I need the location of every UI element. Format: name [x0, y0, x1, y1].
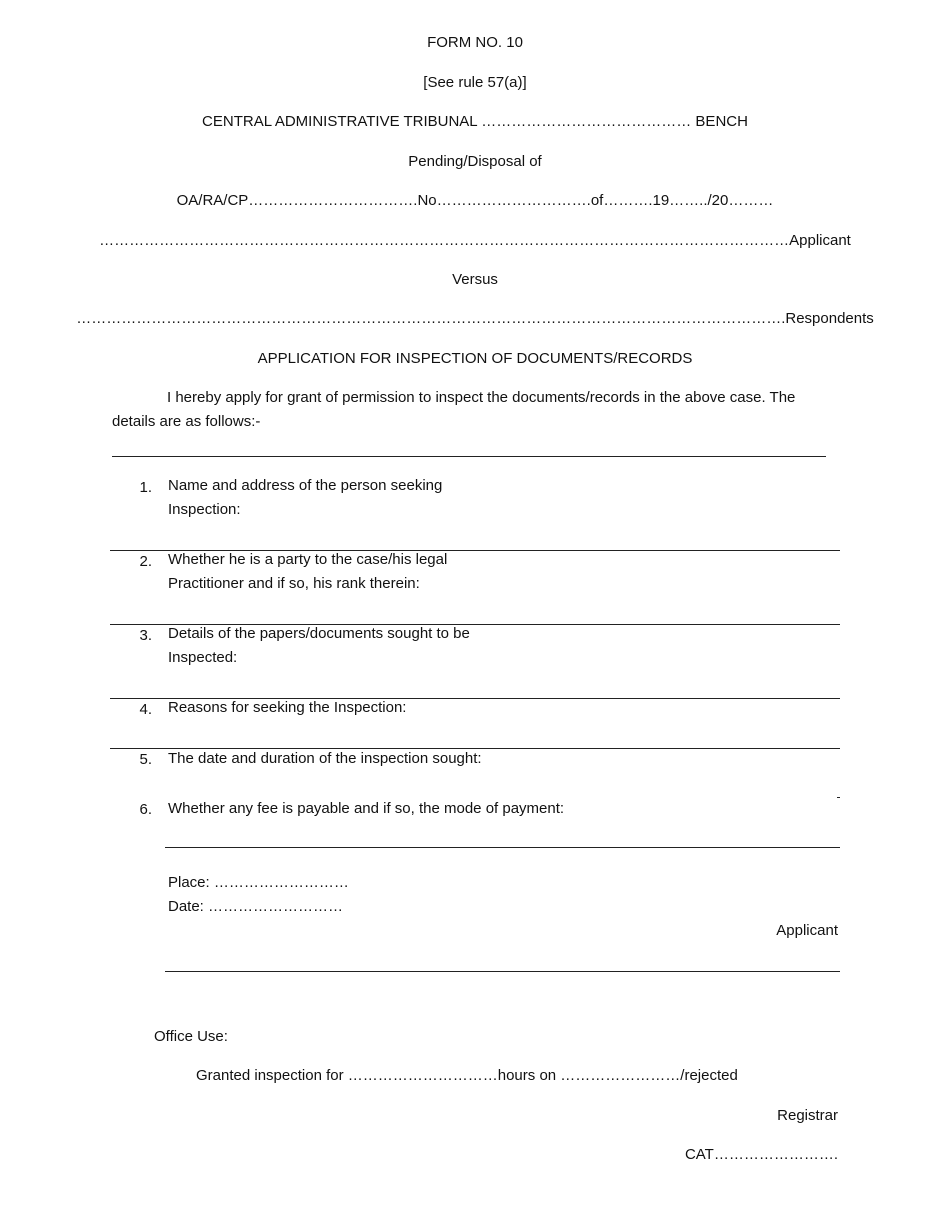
registrar-label: Registrar: [777, 1107, 838, 1124]
item-5-answer-line: [837, 797, 840, 798]
application-title: APPLICATION FOR INSPECTION OF DOCUMENTS/RECORDS: [257, 350, 693, 367]
item-2-line-2: Practitioner and if so, his rank therein:: [168, 575, 420, 592]
item-1-text: [168, 474, 442, 522]
item-6-number: 6.: [139, 801, 152, 818]
item-6-text: Whether any fee is payable and if so, the mode of payment:: [168, 800, 565, 817]
item-1-line-2: Inspection:: [168, 501, 241, 518]
item-4-number: 4.: [139, 701, 152, 718]
rule-reference: [See rule 57(a)]: [423, 74, 527, 91]
applicant-signature-label: Applicant: [776, 922, 838, 939]
item-5-text: The date and duration of the inspection sought:: [168, 750, 482, 767]
office-use-label: Office Use:: [154, 1028, 228, 1045]
pending-disposal: Pending/Disposal of: [408, 153, 542, 170]
item-3-line-2: Inspected:: [168, 649, 238, 666]
item-3-number: 3.: [139, 627, 152, 644]
applicant-line: …………………………………………………………………………………………………………………………Applicant: [99, 232, 851, 249]
signature-divider: [165, 971, 840, 972]
granted-inspection-line: Granted inspection for …………………………hours on ……………………/rejected: [196, 1067, 738, 1084]
item-5-number: 5.: [139, 751, 152, 768]
item-6-answer-line: [165, 847, 840, 848]
item-2-text: [168, 548, 447, 596]
form-number: FORM NO. 10: [427, 34, 523, 51]
tribunal-name: CENTRAL ADMINISTRATIVE TRIBUNAL …………………………………… BENCH: [202, 113, 748, 130]
date-field: Date: ………………………: [168, 898, 344, 915]
versus-label: Versus: [452, 271, 498, 288]
intro-line-1: I hereby apply for grant of permission to inspect the documents/records in the above case. The: [167, 389, 796, 406]
item-2-line-1: Whether he is a party to the case/his legal: [168, 551, 448, 568]
item-3-line-1: Details of the papers/documents sought to be: [168, 625, 470, 642]
item-1-line-1: Name and address of the person seeking: [168, 477, 443, 494]
case-number-line: OA/RA/CP…………………………….No………………………….of……….19……../20………: [176, 192, 774, 209]
item-3-text: [168, 622, 470, 670]
item-1-number: 1.: [139, 479, 152, 496]
intro-line-2: details are as follows:-: [112, 413, 261, 430]
place-field: Place: ………………………: [168, 874, 349, 891]
intro-divider: [112, 456, 826, 457]
cat-line: CAT…………………….: [684, 1146, 838, 1163]
item-2-number: 2.: [139, 553, 152, 570]
item-4-text: Reasons for seeking the Inspection:: [168, 699, 407, 716]
respondents-line: …………………………………………………………………………………………………………………………….Respondents: [76, 310, 874, 327]
